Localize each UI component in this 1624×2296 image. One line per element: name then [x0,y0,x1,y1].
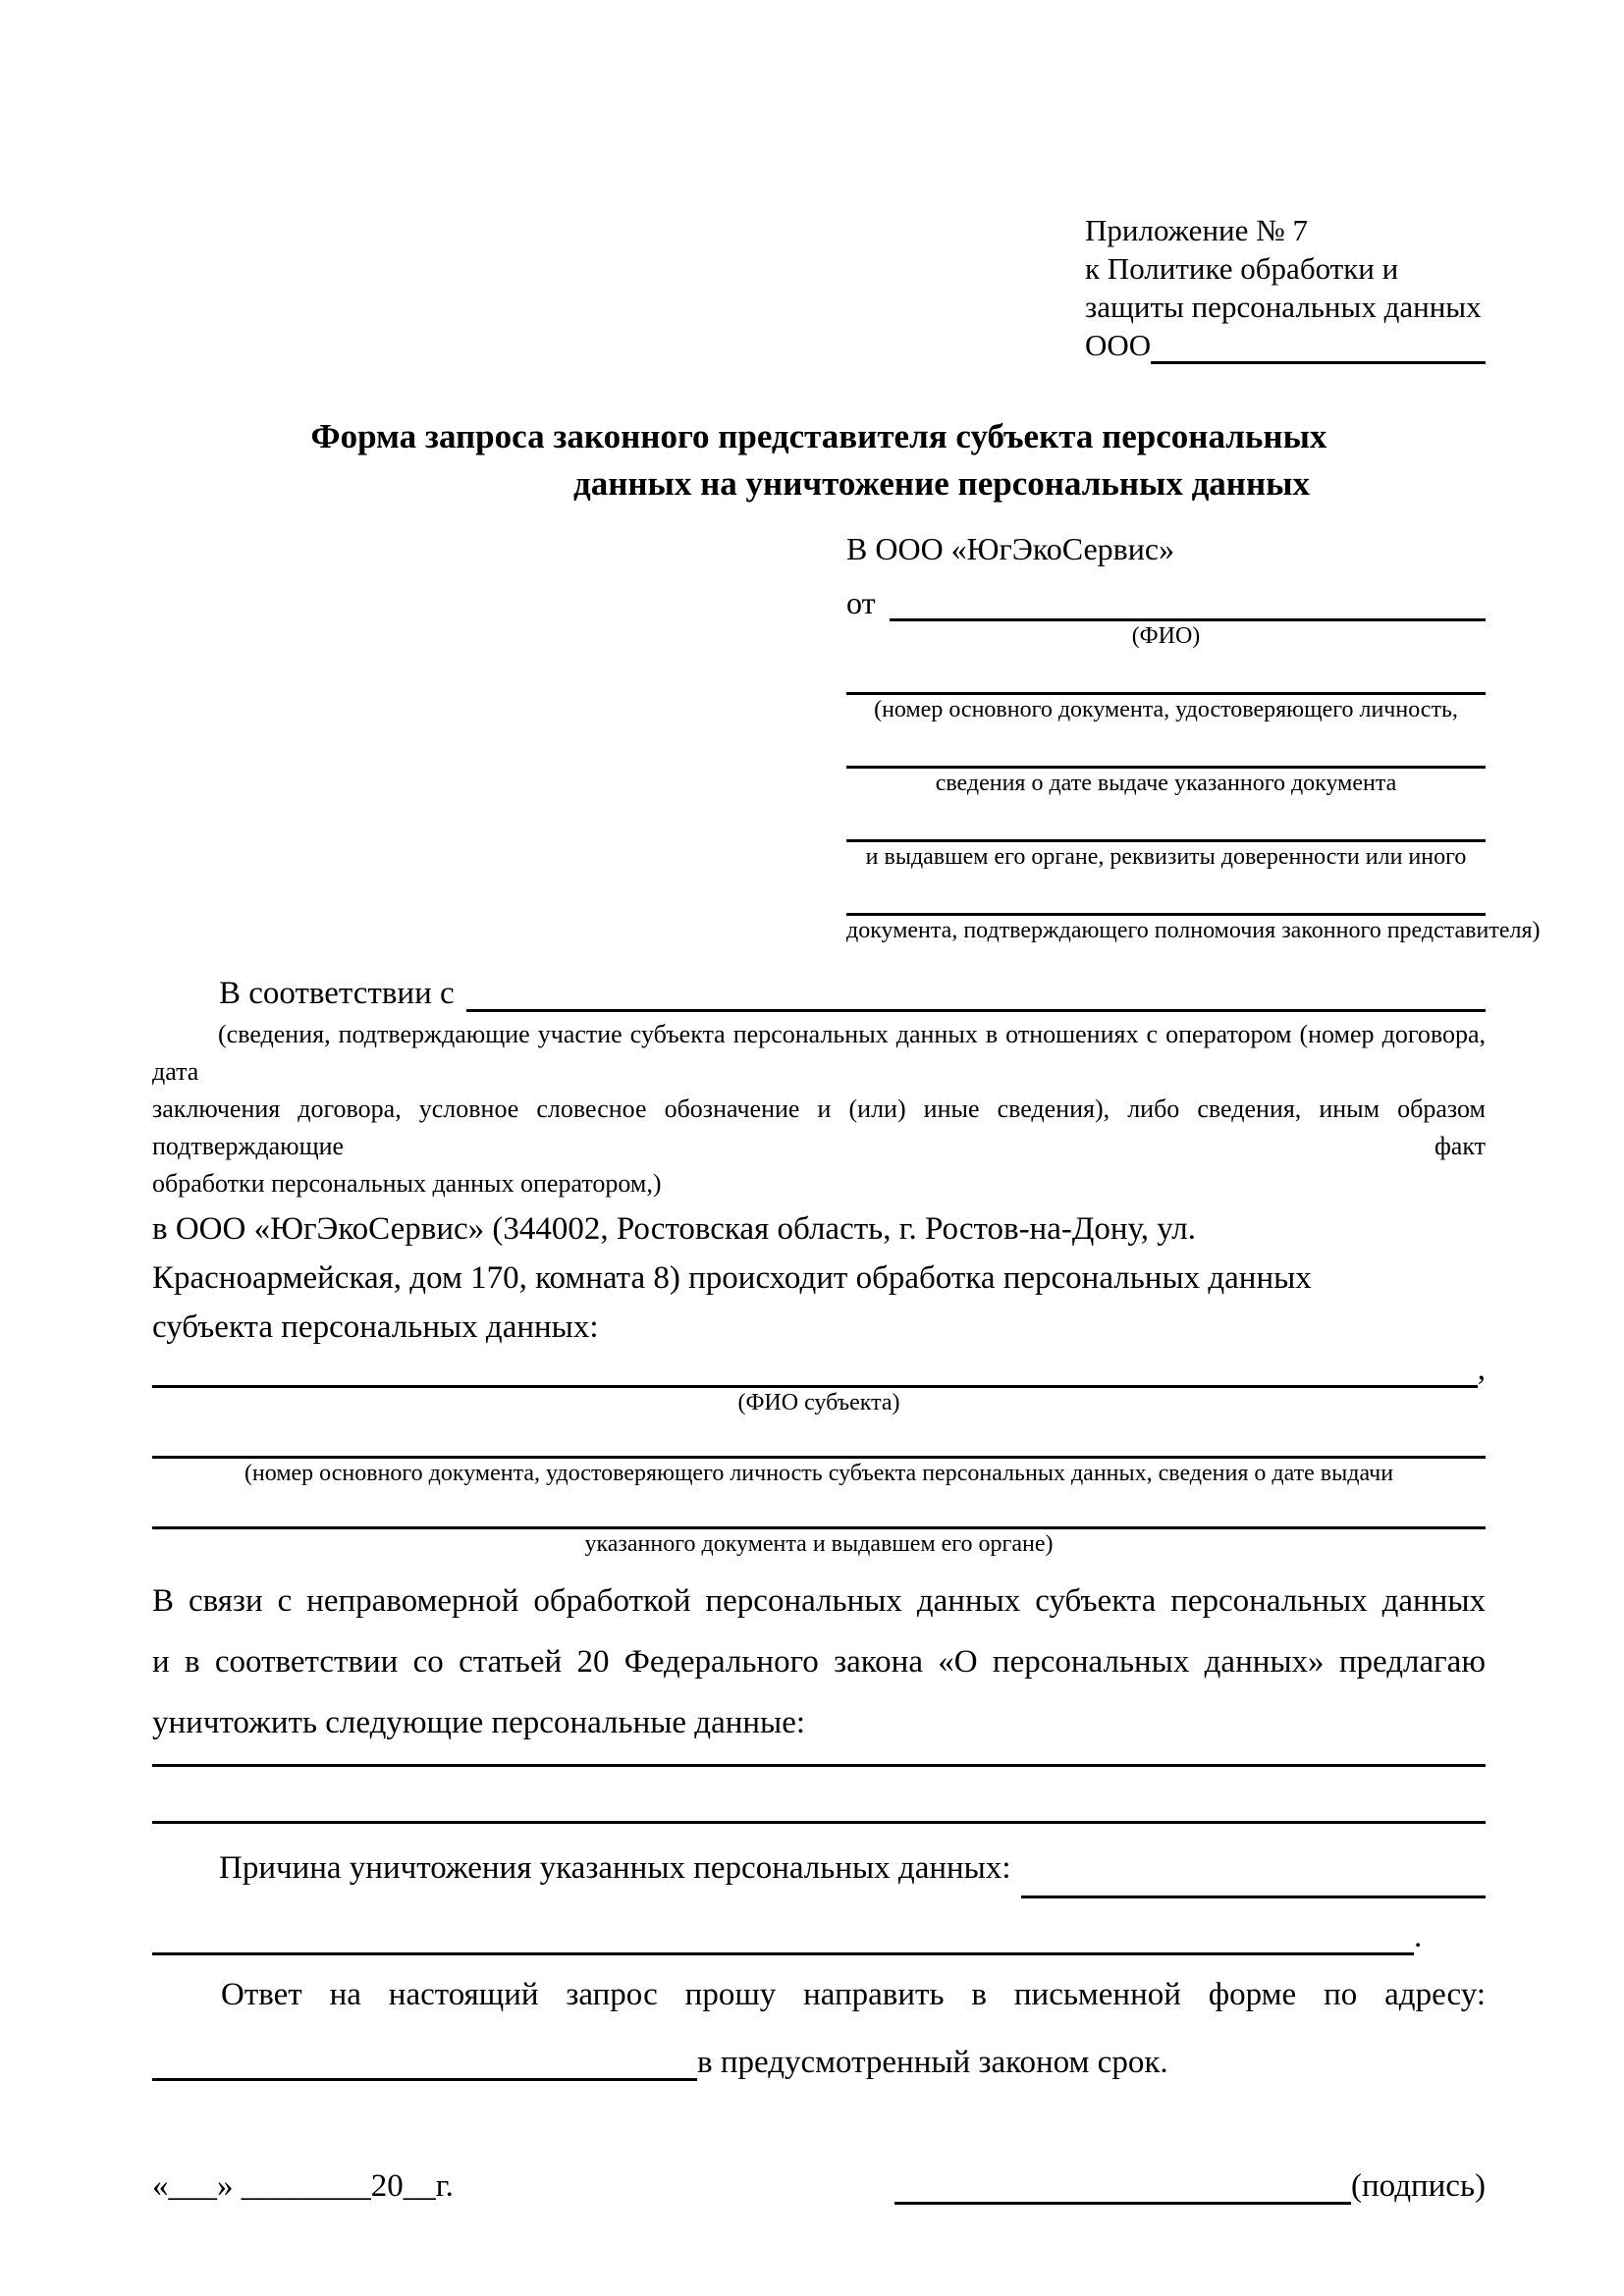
authority-document-caption: документа, подтверждающего полномочия законного представителя) [846,918,1541,943]
annex-header [1085,211,1486,364]
comma-mark: , [1477,1352,1486,1387]
signature-row [894,2167,1486,2205]
annex-line-1: Приложение № 7 [1085,213,1308,247]
accordance-row [152,973,1486,1012]
fine-print-line-1: (сведения, подтверждающие участие субъекта персональных данных в отношениях с оператором (номер договора, дата [152,1020,1486,1086]
authority-document-blank[interactable] [846,872,1486,916]
address-blank[interactable] [152,2026,697,2081]
issuing-authority-blank[interactable] [846,798,1486,842]
signature-blank[interactable] [894,2167,1351,2205]
accordance-label: В соответствии с [219,976,455,1011]
authority-document-field [846,872,1541,945]
issuing-authority-field [846,798,1486,872]
operator-paragraph [152,1204,1486,1352]
addressee-block [846,529,1541,945]
subject-document-row [152,1417,1486,1459]
operator-line-2: Красноармейская, дом 170, комната 8) происходит обработка персональных данных [152,1260,1312,1296]
issue-date-caption: сведения о дате выдаче указанного документа [935,771,1397,796]
operator-line-1: в ООО «ЮгЭкоСервис» (344002, Ростовская область, г. Ростов-на-Дону, ул. [152,1211,1196,1247]
footer-row [152,2167,1486,2205]
request-line-3: уничтожить следующие персональные данные: [152,1705,806,1740]
document-number-blank[interactable] [846,651,1486,695]
personal-data-blank-2[interactable] [152,1767,1486,1824]
subject-authority-row [152,1488,1486,1529]
title-line-1: Форма запроса законного представителя субъекта персональных [310,417,1327,455]
subject-authority-blank[interactable] [152,1488,1486,1529]
request-line-1: В связи с неправомерной обработкой персональных данных субъекта персональных данных [152,1583,1486,1619]
from-row [846,584,1486,621]
fine-print-clause [152,1016,1486,1202]
reason-label: Причина уничтожения указанных персональных данных: [219,1850,1011,1886]
representative-name-blank[interactable] [890,584,1486,621]
subject-authority-caption: указанного документа и выдавшем его органе) [584,1531,1054,1557]
reason-blank-2[interactable] [152,1898,1414,1955]
request-line-2: и в соответствии со статьей 20 Федерального закона «О персональных данных» предлагаю [152,1644,1486,1680]
annex-line-2: к Политике обработки и [1085,251,1399,286]
title-line-2: данных на уничтожение персональных данных [573,464,1310,503]
answer-paragraph: Ответ на настоящий запрос прошу направить в письменной форме по адресу: [221,1977,1486,2012]
document-number-caption: (номер основного документа, удостоверяющего личность, [874,697,1458,722]
company-name-row [1085,326,1486,364]
accordance-blank[interactable] [466,973,1486,1012]
fio-caption: (ФИО) [1131,623,1201,649]
period-mark: . [1414,1919,1423,1954]
fine-print-line-2: заключения договора, условное словесное обозначение и (или) иные сведения), либо сведения, иным образом подтверждающие факт [152,1095,1486,1160]
subject-document-caption: (номер основного документа, удостоверяющего личность субъекта персональных данных, сведения о дате выдачи [244,1461,1394,1486]
fine-print-line-3: обработки персональных данных оператором,) [152,1169,662,1198]
date-line: «___» ________20__г. [152,2168,454,2204]
from-label: от [846,585,876,620]
company-name-blank[interactable] [1151,331,1486,364]
reason-row [152,1838,1486,1898]
ooo-label: ООО [1085,328,1152,362]
annex-line-3: защиты персональных данных [1085,290,1482,324]
subject-fio-row [152,1352,1486,1388]
signature-caption: (подпись) [1351,2168,1486,2204]
answer-address-row [152,2026,1486,2081]
issue-date-blank[interactable] [846,724,1486,769]
document-title [152,413,1486,507]
request-paragraph [152,1571,1486,1753]
document-number-field [846,651,1486,724]
subject-document-blank[interactable] [152,1417,1486,1459]
personal-data-blank-1[interactable] [152,1753,1486,1767]
reason-continuation-row [152,1898,1486,1955]
answer-tail-text: в предусмотренный законом срок. [697,2045,1168,2080]
subject-fio-blank[interactable] [152,1364,1478,1388]
operator-line-3: субъекта персональных данных: [152,1309,599,1345]
addressee-to: В ООО «ЮгЭкоСервис» [846,531,1175,566]
issuing-authority-caption: и выдавшем его органе, реквизиты доверенности или иного [865,844,1467,870]
issue-date-field [846,724,1486,798]
subject-fio-caption: (ФИО субъекта) [737,1390,900,1415]
